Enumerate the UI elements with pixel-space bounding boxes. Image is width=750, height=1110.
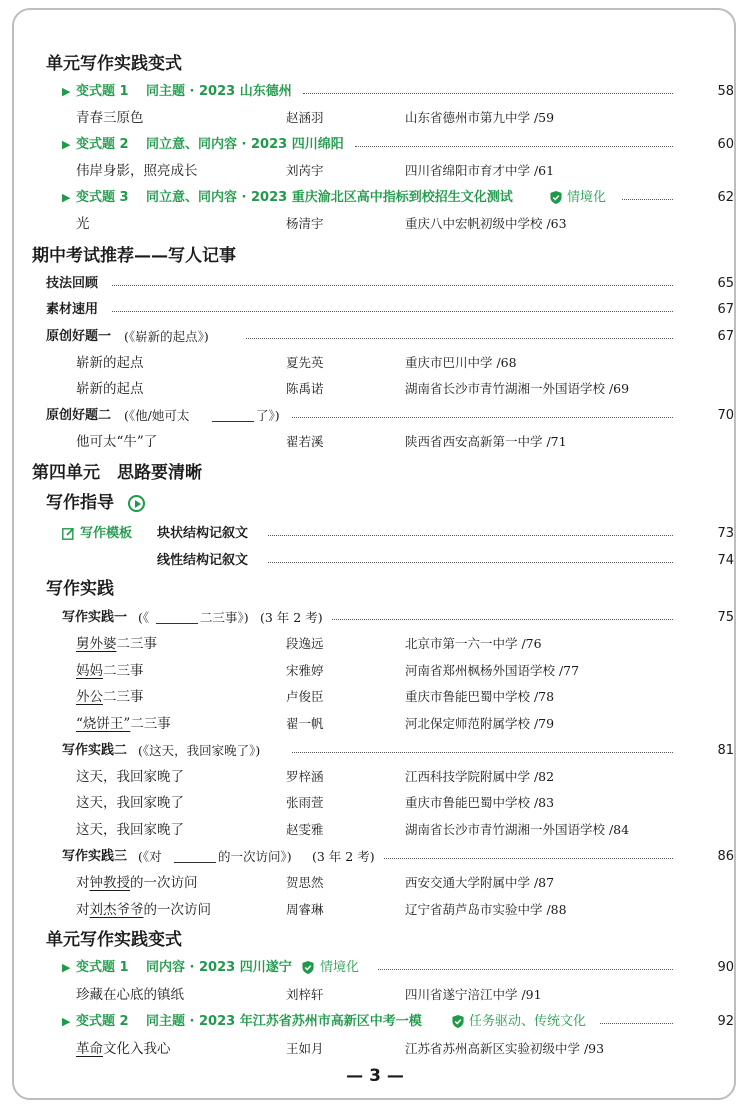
article-row[interactable] bbox=[0, 765, 750, 789]
article-title-underlined: 钟教授 bbox=[89, 875, 130, 891]
article-row[interactable] bbox=[0, 159, 750, 183]
toc-label: 技法回顾 bbox=[46, 276, 99, 291]
green-triangle-icon: ▶ bbox=[62, 961, 71, 974]
section-title-row bbox=[0, 928, 750, 952]
toc-row[interactable] bbox=[0, 845, 750, 869]
toc-label: 块状结构记叙文 bbox=[157, 526, 249, 541]
section-title-row bbox=[0, 52, 750, 76]
page-number: 65 bbox=[717, 276, 734, 291]
article-title-rest: 文化入我心 bbox=[103, 1041, 171, 1057]
toc-row[interactable] bbox=[0, 272, 750, 296]
article-school: 重庆市巴川中学 /68 bbox=[405, 355, 517, 370]
article-row[interactable] bbox=[0, 659, 750, 683]
fill-blank bbox=[174, 850, 216, 863]
article-title bbox=[76, 712, 171, 736]
green-triangle-icon: ▶ bbox=[62, 138, 71, 151]
page-number: 74 bbox=[717, 553, 734, 568]
shield-check-icon bbox=[452, 1015, 464, 1028]
article-title-start: 对 bbox=[76, 902, 90, 918]
article-author: 宋雅婷 bbox=[286, 663, 324, 678]
article-title: 珍藏在心底的镇纸 bbox=[76, 987, 184, 1003]
article-author: 夏先英 bbox=[286, 355, 324, 370]
toc-row[interactable] bbox=[0, 522, 750, 546]
variant-row[interactable] bbox=[0, 186, 750, 210]
shield-check-icon bbox=[302, 961, 314, 974]
article-row[interactable] bbox=[0, 818, 750, 842]
toc-label: 素材速用 bbox=[46, 302, 99, 317]
article-title: 这天，我回家晚了 bbox=[76, 795, 184, 811]
article-row[interactable] bbox=[0, 377, 750, 401]
article-title bbox=[76, 898, 211, 922]
variant-source: 同立意、同内容 · 2023 四川绵阳 bbox=[146, 137, 344, 152]
variant-source: 同主题 · 2023 年江苏省苏州市高新区中考一模 bbox=[146, 1014, 422, 1029]
article-title: 光 bbox=[76, 216, 90, 232]
leader-dots bbox=[246, 338, 673, 339]
article-school: 四川省遂宁涪江中学 /91 bbox=[405, 987, 542, 1002]
toc-label: 线性结构记叙文 bbox=[157, 553, 249, 568]
page-footer-number: — 3 — bbox=[346, 1066, 404, 1086]
page-number: 92 bbox=[717, 1014, 734, 1029]
article-school: 湖南省长沙市青竹湖湘一外国语学校 /84 bbox=[405, 822, 630, 837]
leader-dots bbox=[384, 858, 673, 859]
fill-blank bbox=[156, 611, 198, 624]
article-author: 翟一帆 bbox=[286, 716, 324, 731]
leader-dots bbox=[600, 1023, 673, 1024]
article-title-underlined: 妈妈 bbox=[76, 663, 103, 679]
article-row[interactable] bbox=[0, 983, 750, 1007]
article-author: 刘梓轩 bbox=[286, 987, 324, 1002]
green-triangle-icon: ▶ bbox=[62, 85, 71, 98]
article-title-underlined: 舅外婆 bbox=[76, 636, 117, 652]
page-number: 70 bbox=[717, 408, 734, 423]
article-author: 翟若溪 bbox=[286, 434, 324, 449]
fill-blank bbox=[212, 409, 254, 422]
leader-dots bbox=[378, 969, 673, 970]
page-number: 75 bbox=[717, 610, 734, 625]
article-row[interactable] bbox=[0, 898, 750, 922]
chapter-title-row bbox=[0, 244, 750, 268]
chapter-title: 第四单元 思路要清晰 bbox=[32, 463, 202, 483]
article-title-rest: 二三事 bbox=[103, 663, 144, 679]
article-school: 四川省绵阳市育才中学 /61 bbox=[405, 163, 555, 178]
toc-paren-end: 二三事》) bbox=[200, 610, 249, 625]
article-title-rest: 二三事 bbox=[130, 716, 171, 732]
article-author: 刘芮宇 bbox=[286, 163, 324, 178]
leader-dots bbox=[112, 285, 673, 286]
article-title: 这天，我回家晚了 bbox=[76, 769, 184, 785]
article-row[interactable] bbox=[0, 685, 750, 709]
edit-note-icon bbox=[62, 527, 75, 540]
toc-note: (3 年 2 考) bbox=[260, 610, 323, 625]
section-title-row bbox=[0, 577, 750, 601]
article-school: 重庆市鲁能巴蜀中学校 /78 bbox=[405, 689, 555, 704]
green-triangle-icon: ▶ bbox=[62, 191, 71, 204]
article-title bbox=[76, 685, 144, 709]
play-circle-icon[interactable] bbox=[128, 495, 145, 512]
article-author: 贺思然 bbox=[286, 875, 324, 890]
article-title: 这天，我回家晚了 bbox=[76, 822, 184, 838]
article-row[interactable] bbox=[0, 212, 750, 236]
page-number: 60 bbox=[717, 137, 734, 152]
variant-tag: 情境化 bbox=[567, 190, 607, 205]
toc-paren: (《崭新的起点》) bbox=[124, 329, 209, 344]
page-number: 81 bbox=[717, 743, 734, 758]
article-school: 陕西省西安高新第一中学 /71 bbox=[405, 434, 567, 449]
article-school: 河南省郑州枫杨外国语学校 /77 bbox=[405, 663, 580, 678]
article-author: 陈禹诺 bbox=[286, 381, 324, 396]
variant-row[interactable] bbox=[0, 80, 750, 104]
article-title-underlined: 外公 bbox=[76, 689, 103, 705]
article-row[interactable] bbox=[0, 106, 750, 130]
article-title-start: 对 bbox=[76, 875, 90, 891]
article-row[interactable] bbox=[0, 351, 750, 375]
toc-row[interactable] bbox=[0, 549, 750, 573]
article-row[interactable] bbox=[0, 871, 750, 895]
toc-row[interactable] bbox=[0, 606, 750, 630]
toc-paren-start: (《他/她可太 bbox=[124, 408, 190, 423]
article-school: 江西科技学院附属中学 /82 bbox=[405, 769, 555, 784]
toc-label: 写作实践一 bbox=[62, 610, 128, 625]
article-school: 湖南省长沙市青竹湖湘一外国语学校 /69 bbox=[405, 381, 630, 396]
toc-row[interactable] bbox=[0, 325, 750, 349]
leader-dots bbox=[355, 146, 673, 147]
article-title-rest: 二三事 bbox=[116, 636, 157, 652]
article-title: 伟岸身影，照亮成长 bbox=[76, 163, 198, 179]
toc-paren: (《这天，我回家晚了》) bbox=[138, 743, 261, 758]
article-row[interactable] bbox=[0, 1037, 750, 1061]
article-title bbox=[76, 659, 144, 683]
leader-dots bbox=[332, 619, 673, 620]
page-number: 62 bbox=[717, 190, 734, 205]
leader-dots bbox=[268, 562, 673, 563]
leader-dots bbox=[112, 311, 673, 312]
page-number: 67 bbox=[717, 302, 734, 317]
article-row[interactable] bbox=[0, 430, 750, 454]
article-school: 河北保定师范附属学校 /79 bbox=[405, 716, 555, 731]
article-title-rest: 的一次访问 bbox=[143, 902, 211, 918]
variant-label: 变式题 1 bbox=[76, 84, 129, 99]
article-author: 张雨萱 bbox=[286, 795, 324, 810]
toc-row[interactable] bbox=[0, 298, 750, 322]
section-title: 单元写作实践变式 bbox=[46, 54, 182, 74]
article-school: 北京市第一六一中学 /76 bbox=[405, 636, 542, 651]
variant-row[interactable] bbox=[0, 133, 750, 157]
article-school: 山东省德州市第九中学 /59 bbox=[405, 110, 555, 125]
section-title: 单元写作实践变式 bbox=[46, 930, 182, 950]
toc-label: 写作实践二 bbox=[62, 743, 128, 758]
article-title bbox=[76, 1037, 171, 1061]
leader-dots bbox=[292, 752, 673, 753]
variant-source: 同内容 · 2023 四川遂宁 bbox=[146, 960, 292, 975]
article-row[interactable] bbox=[0, 632, 750, 656]
toc-row[interactable] bbox=[0, 739, 750, 763]
template-label: 写作模板 bbox=[80, 526, 133, 541]
toc-label: 原创好题一 bbox=[46, 329, 112, 344]
toc-label: 原创好题二 bbox=[46, 408, 112, 423]
article-title bbox=[76, 871, 198, 895]
article-title: 崭新的起点 bbox=[76, 381, 144, 397]
article-title bbox=[76, 632, 157, 656]
article-author: 罗梓涵 bbox=[286, 769, 324, 784]
article-title-rest: 的一次访问 bbox=[130, 875, 198, 891]
article-title: 他可太“牛”了 bbox=[76, 434, 158, 450]
toc-row[interactable] bbox=[0, 404, 750, 428]
article-author: 王如月 bbox=[286, 1041, 324, 1056]
variant-row[interactable] bbox=[0, 1010, 750, 1034]
variant-tag: 任务驱动、传统文化 bbox=[469, 1014, 587, 1029]
page-number: 90 bbox=[717, 960, 734, 975]
article-school: 辽宁省葫芦岛市实验中学 /88 bbox=[405, 902, 567, 917]
toc-paren-start: (《对 bbox=[138, 849, 162, 864]
green-triangle-icon: ▶ bbox=[62, 1015, 71, 1028]
toc-note: (3 年 2 考) bbox=[312, 849, 375, 864]
article-author: 卢俊臣 bbox=[286, 689, 324, 704]
variant-source: 同立意、同内容 · 2023 重庆渝北区高中指标到校招生文化测试 bbox=[146, 190, 513, 205]
article-title-underlined: “烧饼王” bbox=[76, 716, 131, 732]
page-number: 73 bbox=[717, 526, 734, 541]
toc-paren-start: (《 bbox=[138, 610, 150, 625]
toc-label: 写作实践三 bbox=[62, 849, 128, 864]
article-author: 段逸远 bbox=[286, 636, 324, 651]
article-school: 重庆八中宏帆初级中学校 /63 bbox=[405, 216, 567, 231]
chapter-title: 期中考试推荐——写人记事 bbox=[32, 246, 236, 266]
variant-label: 变式题 2 bbox=[76, 1014, 129, 1029]
page-number: 67 bbox=[717, 329, 734, 344]
article-school: 西安交通大学附属中学 /87 bbox=[405, 875, 555, 890]
article-author: 赵雯雅 bbox=[286, 822, 324, 837]
article-author: 周睿琳 bbox=[286, 902, 324, 917]
article-row[interactable] bbox=[0, 712, 750, 736]
article-title-underlined: 刘杰爷爷 bbox=[89, 902, 144, 918]
article-author: 赵涵羽 bbox=[286, 110, 324, 125]
article-school: 江苏省苏州高新区实验初级中学 /93 bbox=[405, 1041, 605, 1056]
variant-label: 变式题 2 bbox=[76, 137, 129, 152]
toc-paren-end: 了》) bbox=[256, 408, 280, 423]
variant-row[interactable] bbox=[0, 956, 750, 980]
article-title-rest: 二三事 bbox=[103, 689, 144, 705]
toc-paren-end: 的一次访问》) bbox=[218, 849, 292, 864]
article-row[interactable] bbox=[0, 791, 750, 815]
article-school: 重庆市鲁能巴蜀中学校 /83 bbox=[405, 795, 555, 810]
leader-dots bbox=[292, 417, 673, 418]
leader-dots bbox=[622, 199, 673, 200]
section-title: 写作实践 bbox=[46, 579, 114, 599]
page-number: 86 bbox=[717, 849, 734, 864]
section-title-row[interactable] bbox=[0, 491, 750, 515]
chapter-title-row bbox=[0, 461, 750, 485]
article-title: 崭新的起点 bbox=[76, 355, 144, 371]
leader-dots bbox=[268, 535, 673, 536]
variant-label: 变式题 3 bbox=[76, 190, 129, 205]
leader-dots bbox=[303, 93, 673, 94]
variant-label: 变式题 1 bbox=[76, 960, 129, 975]
section-title: 写作指导 bbox=[46, 493, 114, 513]
variant-tag: 情境化 bbox=[320, 960, 360, 975]
variant-source: 同主题 · 2023 山东德州 bbox=[146, 84, 292, 99]
article-title: 青春三原色 bbox=[76, 110, 144, 126]
article-author: 杨清宇 bbox=[286, 216, 324, 231]
article-title-underlined: 革命 bbox=[76, 1041, 103, 1057]
page-number: 58 bbox=[717, 84, 734, 99]
shield-check-icon bbox=[550, 191, 562, 204]
